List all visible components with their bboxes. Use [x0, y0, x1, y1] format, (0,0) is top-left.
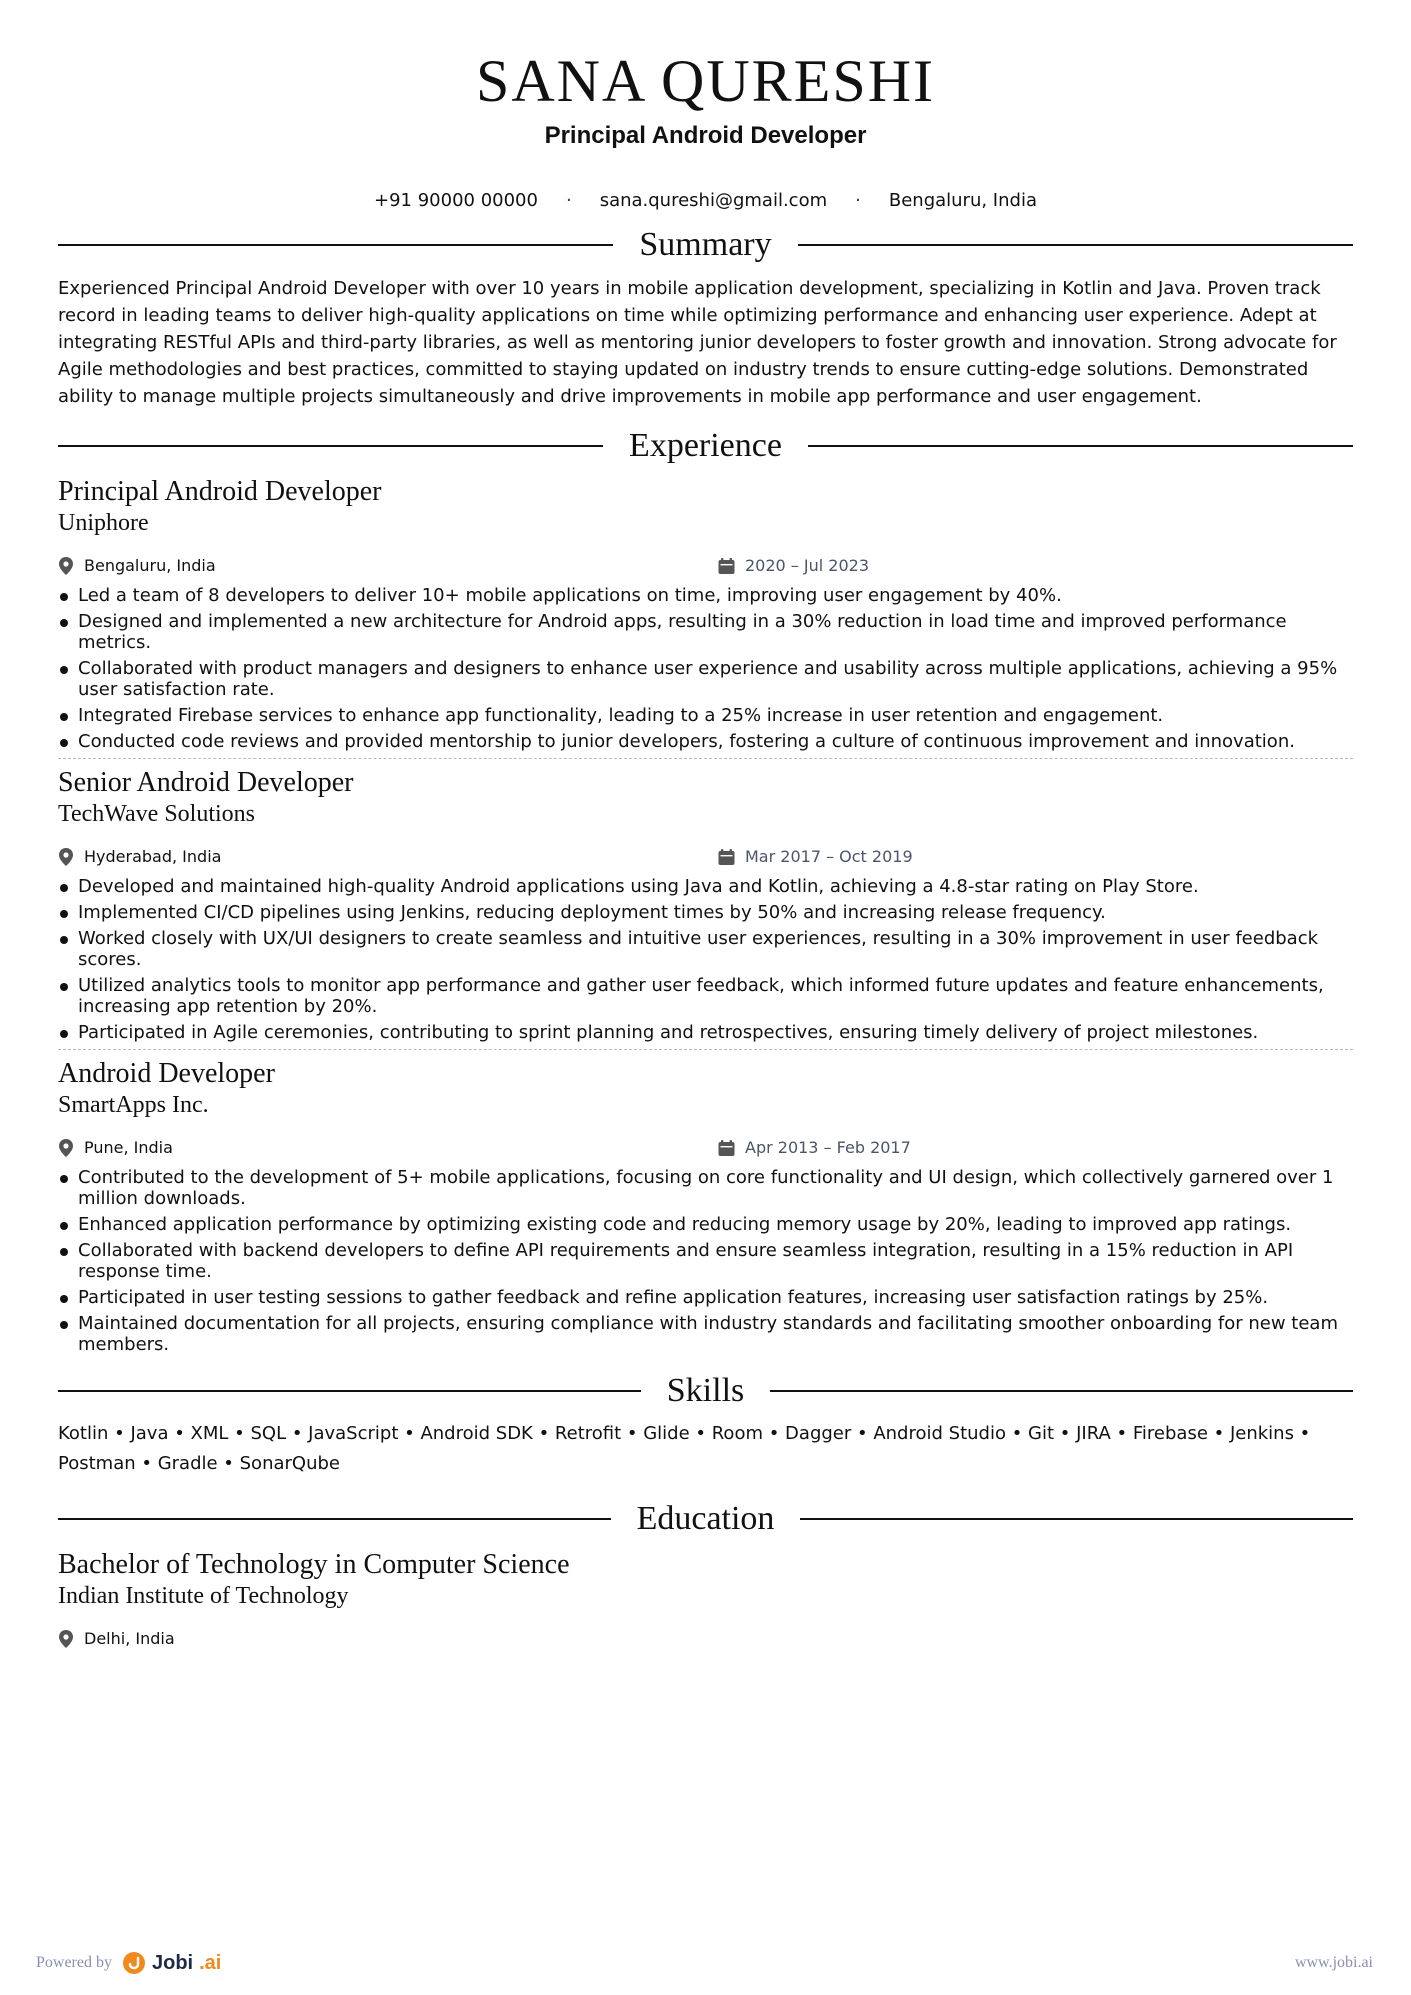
job-meta — [58, 847, 1353, 866]
list-item: Contributed to the development of 5+ mobile applications, focusing on core functionality and UI design, which collectively garnered over 1 million downloads. — [58, 1167, 1353, 1209]
jobi-logo[interactable] — [122, 1951, 221, 1975]
contact-email: sana.qureshi@gmail.com — [599, 190, 828, 211]
candidate-name: SANA QURESHI — [475, 48, 936, 114]
list-item: Led a team of 8 developers to deliver 10+ mobile applications on time, improving user engagement by 40%. — [58, 585, 1353, 606]
contact-location: Bengaluru, India — [888, 190, 1037, 211]
divider-line — [58, 1518, 611, 1520]
job-meta — [58, 556, 1353, 575]
logo-text: Jobi — [151, 1951, 194, 1974]
resume-page — [58, 0, 1353, 1648]
job-location-text: Hyderabad, India — [84, 847, 222, 866]
calendar-icon — [718, 558, 735, 574]
job-entry — [58, 1058, 1353, 1355]
calendar-icon — [718, 1140, 735, 1156]
experience-list — [58, 476, 1353, 1355]
list-item: Maintained documentation for all projects, ensuring compliance with industry standards and facilitating smoother onboarding for new team members. — [58, 1313, 1353, 1355]
contact-phone: +91 90000 00000 — [374, 190, 538, 211]
job-title: Android Developer — [58, 1058, 275, 1089]
section-title: Education — [636, 1500, 775, 1537]
logo-accent: .ai — [199, 1951, 222, 1974]
job-divider — [58, 758, 1353, 759]
site-link[interactable]: www.jobi.ai — [1294, 1954, 1373, 1971]
summary-text: Experienced Principal Android Developer with over 10 years in mobile application development, specializing in Kotlin and Java. Proven track record in leading teams to deliver high-quality applications on time while optimizing performance and enhancing user experience. Adept at integrating RESTful APIs and third-party libraries, as well as mentoring junior developers to foster growth and innovation. Strong advocate for Agile methodologies and best practices, committed to staying updated on industry trends to ensure cutting-edge solutions. Demonstrated ability to manage multiple projects simultaneously and drive improvements in mobile app performance and user engagement. — [58, 278, 1337, 407]
job-title: Senior Android Developer — [58, 767, 354, 798]
calendar-icon — [718, 849, 735, 865]
job-location — [58, 847, 718, 866]
job-location — [58, 1138, 718, 1157]
education-entry — [58, 1549, 1353, 1648]
list-item: Implemented CI/CD pipelines using Jenkins, reducing deployment times by 50% and increasing release frequency. — [58, 902, 1353, 923]
location-pin-icon — [58, 848, 74, 866]
list-item: Conducted code reviews and provided mentorship to junior developers, fostering a culture of continuous improvement and innovation. — [58, 731, 1353, 752]
divider-line — [58, 1390, 641, 1392]
job-entry — [58, 476, 1353, 752]
job-dates — [718, 847, 913, 866]
job-divider — [58, 1049, 1353, 1050]
list-item: Collaborated with product managers and designers to enhance user experience and usability across multiple applications, achieving a 95% user satisfaction rate. — [58, 658, 1353, 700]
list-item: Integrated Firebase services to enhance app functionality, leading to a 25% increase in user retention and engagement. — [58, 705, 1353, 726]
section-title: Experience — [629, 427, 782, 464]
section-header-experience — [58, 424, 1353, 468]
job-location-text: Pune, India — [84, 1138, 173, 1157]
list-item: Collaborated with backend developers to define API requirements and ensure seamless integration, resulting in a 15% reduction in API response time. — [58, 1240, 1353, 1282]
divider-line — [58, 445, 603, 447]
education-degree: Bachelor of Technology in Computer Science — [58, 1549, 570, 1580]
job-dates — [718, 1138, 911, 1157]
location-pin-icon — [58, 1630, 74, 1648]
contact-bar — [58, 190, 1353, 211]
education-location — [58, 1629, 718, 1648]
education-school: Indian Institute of Technology — [58, 1583, 349, 1609]
job-company: TechWave Solutions — [58, 801, 256, 827]
job-location — [58, 556, 718, 575]
job-company: Uniphore — [58, 510, 149, 536]
divider-line — [800, 1518, 1353, 1520]
list-item: Developed and maintained high-quality Android applications using Java and Kotlin, achieving a 4.8-star rating on Play Store. — [58, 876, 1353, 897]
job-entry — [58, 767, 1353, 1043]
location-pin-icon — [58, 557, 74, 575]
job-bullets — [58, 1167, 1353, 1355]
job-dates-text: Apr 2013 – Feb 2017 — [745, 1138, 911, 1157]
divider-line — [798, 244, 1353, 246]
section-header-summary — [58, 223, 1353, 267]
section-title: Skills — [666, 1372, 745, 1409]
divider-line — [58, 244, 613, 246]
contact-separator: · — [565, 190, 572, 211]
job-dates-text: Mar 2017 – Oct 2019 — [745, 847, 913, 866]
location-pin-icon — [58, 1139, 74, 1157]
list-item: Participated in user testing sessions to gather feedback and refine application features, increasing user satisfaction ratings by 25%. — [58, 1287, 1353, 1308]
divider-line — [770, 1390, 1353, 1392]
powered-by — [36, 1951, 221, 1975]
job-title: Principal Android Developer — [58, 476, 382, 507]
job-dates-text: 2020 – Jul 2023 — [745, 556, 869, 575]
skills-text: Kotlin • Java • XML • SQL • JavaScript • Android SDK • Retrofit • Glide • Room • Dagger • Android Studio • Git • JIRA • Firebase • Jenkins • Postman • Gradle • SonarQube — [58, 1423, 1311, 1474]
page-footer — [36, 1951, 1373, 1975]
list-item: Utilized analytics tools to monitor app performance and gather user feedback, which informed future updates and feature enhancements, increasing app retention by 20%. — [58, 975, 1353, 1017]
candidate-role: Principal Android Developer — [544, 122, 867, 149]
education-location-text: Delhi, India — [84, 1629, 175, 1648]
section-title: Summary — [639, 226, 772, 263]
job-bullets — [58, 585, 1353, 752]
job-bullets — [58, 876, 1353, 1043]
education-meta — [58, 1629, 1353, 1648]
list-item: Designed and implemented a new architecture for Android apps, resulting in a 30% reduction in load time and improved performance metrics. — [58, 611, 1353, 653]
contact-separator: · — [855, 190, 861, 211]
section-header-skills — [58, 1369, 1353, 1413]
list-item: Participated in Agile ceremonies, contributing to sprint planning and retrospectives, ensuring timely delivery of project milestones. — [58, 1022, 1353, 1043]
jobi-logo-icon — [122, 1951, 146, 1975]
divider-line — [808, 445, 1353, 447]
job-location-text: Bengaluru, India — [84, 556, 216, 575]
job-dates — [718, 556, 869, 575]
powered-by-label: Powered by — [36, 1954, 112, 1971]
job-meta — [58, 1138, 1353, 1157]
list-item: Enhanced application performance by optimizing existing code and reducing memory usage by 20%, leading to improved app ratings. — [58, 1214, 1353, 1235]
list-item: Worked closely with UX/UI designers to create seamless and intuitive user experiences, resulting in a 30% improvement in user feedback scores. — [58, 928, 1353, 970]
job-company: SmartApps Inc. — [58, 1092, 209, 1118]
section-header-education — [58, 1497, 1353, 1541]
